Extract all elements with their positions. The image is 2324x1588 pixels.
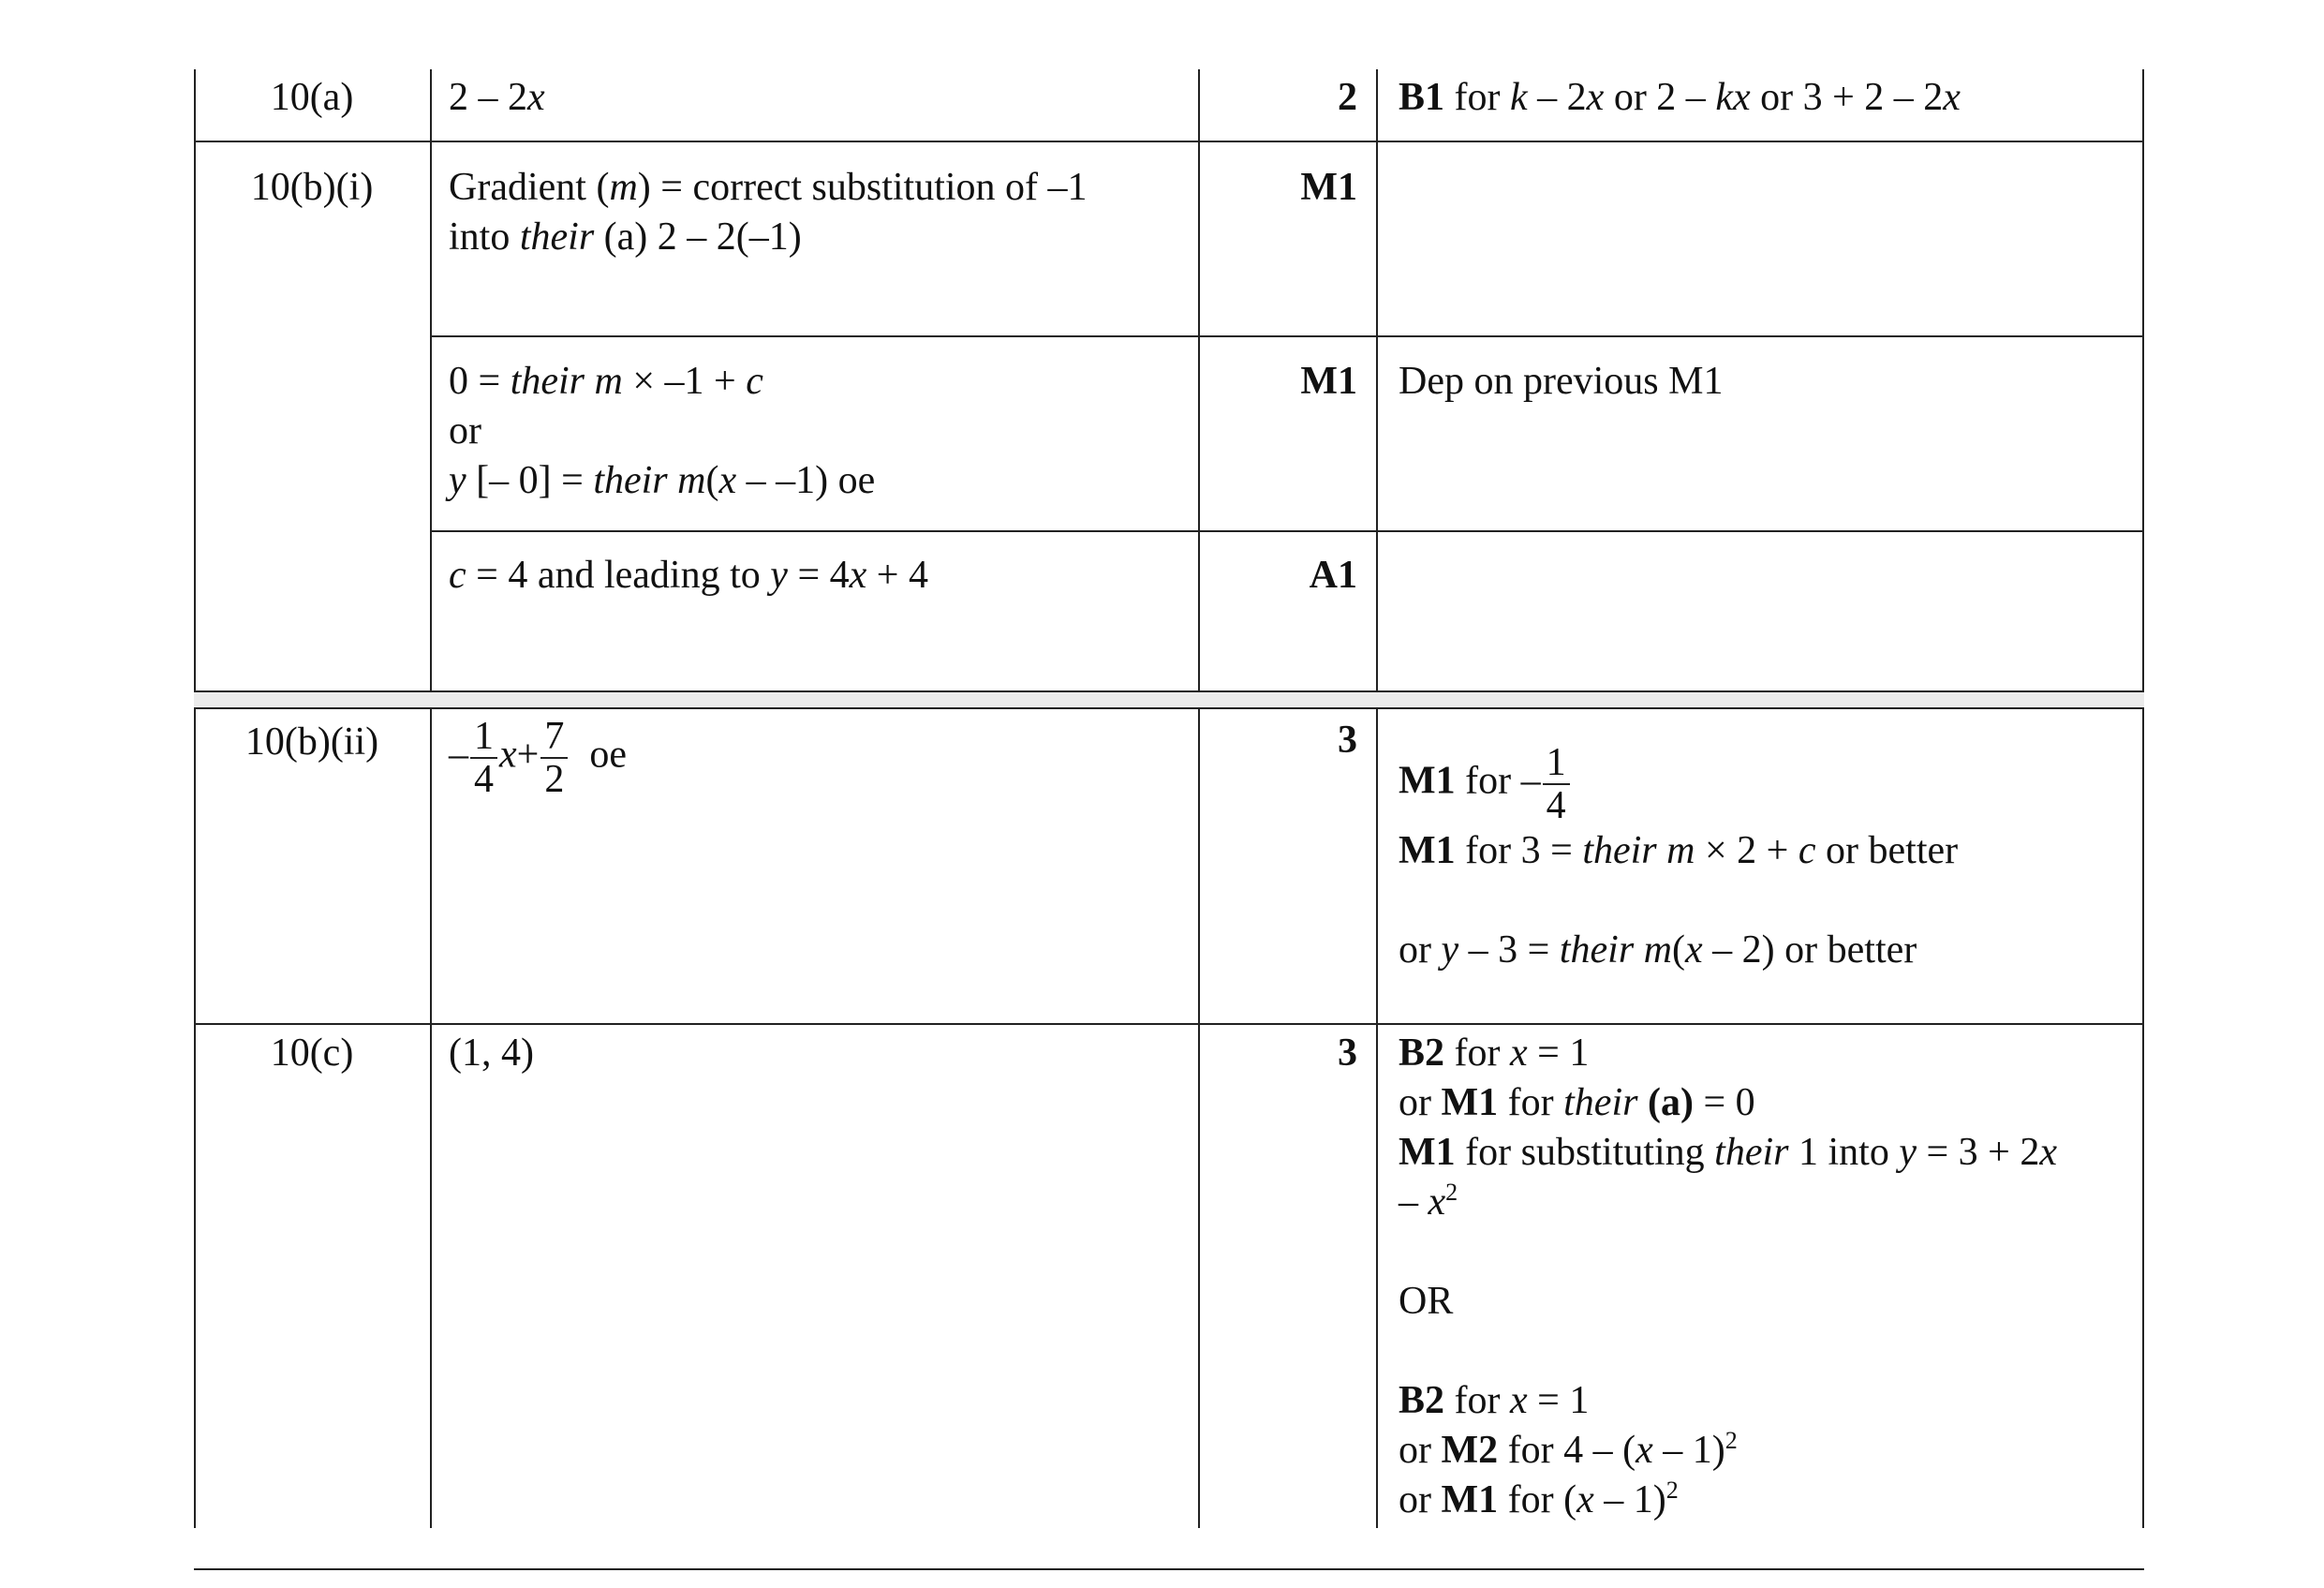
text-line: Dep on previous M1 [1399,360,1724,403]
question-number: 10(b)(ii) [244,720,379,764]
guidance-cell [1399,357,2139,407]
guidance-cell [1399,73,2139,123]
text-line: or M1 for (x – 1)$^2$ [1399,1477,1679,1521]
answer-cell [449,551,1198,601]
text-line: c = 4 and leading to y = 4x + 4 [449,554,928,597]
row-rule [194,707,2144,709]
row-rule [194,1568,2144,1570]
row-rule [430,335,2144,337]
fraction: $\frac{1}{4}$ [470,716,497,800]
question-number: 10(c) [270,1031,354,1075]
text-line: M1 for substituting their 1 into y = 3 + 2x [1399,1131,2058,1174]
row-rule [194,690,2144,692]
guidance-cell [1399,742,2139,975]
fraction: $\frac{1}{4}$ [1543,742,1570,826]
row-rule [194,1023,2144,1025]
guidance-line: M1 for – $\frac{1}{4}$ [1399,742,2139,826]
text-line [1399,1227,2139,1277]
text-line: B2 for x = 1 [1399,1379,1590,1422]
answer-cell [449,163,1198,262]
answer-cell [449,357,1198,506]
answer-suffix: oe [589,733,627,777]
text-line: 0 = their m × –1 + c [449,360,763,403]
text-line: – $x^2$ [1399,1179,1458,1224]
answer-plus: + [516,733,540,777]
question-number: 10(b)(i) [250,166,374,209]
column-rule [1376,69,1378,1528]
row-rule [430,530,2144,532]
text-line: or M2 for 4 – (x – 1)$^2$ [1399,1427,1738,1472]
text-line: or M1 for their (a) = 0 [1399,1081,1755,1124]
guidance-cell [1399,1029,2139,1525]
mark-cell: 2 [1338,76,1357,119]
text-line: into their (a) 2 – 2(–1) [449,215,802,259]
column-rule [1198,69,1200,1528]
answer-cell: 2 – 2x [449,76,545,119]
text-line [1399,876,2139,926]
answer-cell [449,1029,1198,1078]
fraction: $\frac{7}{2}$ [540,716,568,800]
text-line: OR [1399,1280,1454,1323]
mark-cell: A1 [1309,554,1357,597]
text-line: B1 for k – 2x or 2 – kx or 3 + 2 – 2x [1399,76,1961,119]
answer-minus: – [449,733,468,777]
text-line: M1 for 3 = their m × 2 + c or better [1399,829,1959,872]
mark-cell: 3 [1338,1031,1357,1075]
row-rule [194,141,2144,142]
mark-cell: M1 [1300,360,1357,403]
text-line: or [449,409,481,453]
text-line: B2 for x = 1 [1399,1031,1590,1075]
mark-cell: 3 [1338,719,1357,762]
mark-cell: M1 [1300,166,1357,209]
column-rule [2142,69,2144,1528]
section-separator [194,690,2144,709]
answer-cell [449,716,1198,800]
mark-scheme-table [194,69,2144,1528]
text-line: Gradient (m) = correct substitution of –1 [449,166,1088,209]
column-rule [430,69,432,1528]
text-line: or y – 3 = their m(x – 2) or better [1399,928,1917,972]
text-line: y [– 0] = their m(x – –1) oe [449,459,876,502]
text-line: (1, 4) [449,1031,534,1075]
guidance-lines [1399,826,2139,975]
text-line [1399,1327,2139,1376]
question-number: 10(a) [270,76,354,119]
answer-variable: x [499,733,517,777]
column-rule [194,69,196,1528]
